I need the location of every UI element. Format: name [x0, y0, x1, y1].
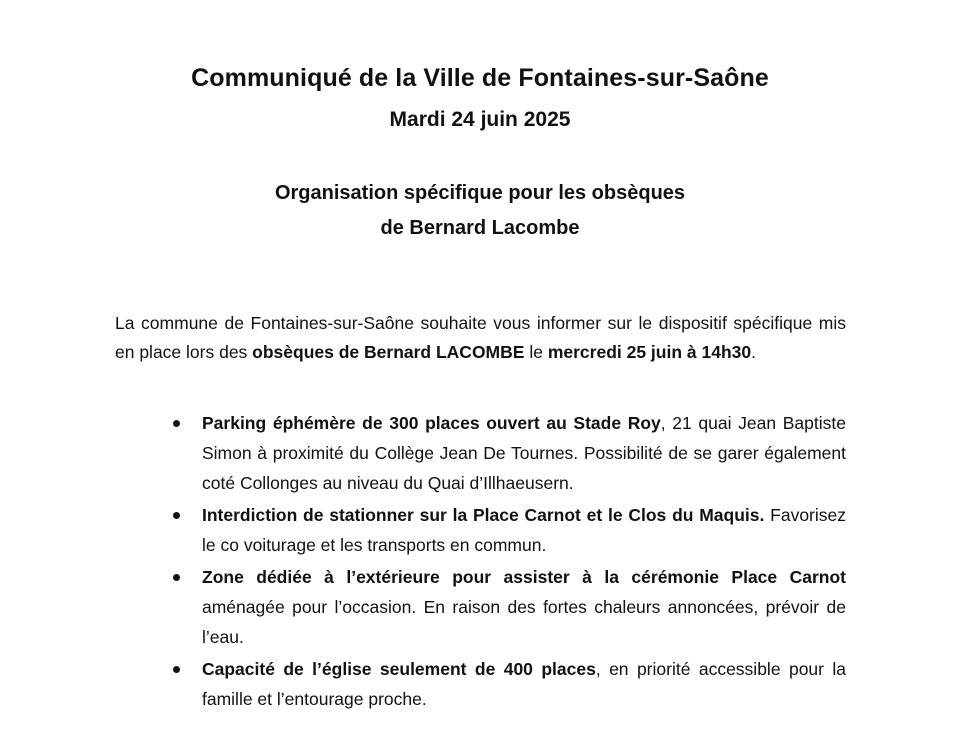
- bullet-icon: [173, 512, 180, 519]
- intro-text-3: .: [751, 342, 756, 362]
- subject-heading-line-2: de Bernard Lacombe: [380, 217, 580, 239]
- list-item-bold: Parking éphémère de 300 places ouvert au Stade Roy: [202, 413, 661, 433]
- intro-bold-funeral: obsèques de Bernard LACOMBE: [252, 342, 525, 362]
- press-release-date: Mardi 24 juin 2025: [389, 108, 571, 131]
- bullet-icon: [173, 420, 180, 427]
- list-item-parking: [173, 408, 846, 498]
- intro-text-2: le: [524, 342, 548, 362]
- intro-bold-date: mercredi 25 juin à 14h30: [547, 342, 752, 362]
- page-title: Communiqué de la Ville de Fontaines-sur-Saône: [191, 64, 769, 92]
- list-item-bold: Interdiction de stationner sur la Place Carnot et le Clos du Maquis.: [202, 505, 765, 525]
- list-item-bold: Zone dédiée à l’extérieure pour assister à la cérémonie Place Carnot: [202, 567, 846, 587]
- subject-heading-line-1: Organisation spécifique pour les obsèques: [274, 182, 686, 204]
- list-item-text: Favorisez le co voiturage et les transports en commun.: [202, 505, 847, 555]
- bullet-icon: [173, 666, 180, 673]
- intro-paragraph: [115, 309, 846, 367]
- list-item-outdoor-zone: [173, 562, 846, 652]
- list-item-no-parking: [173, 500, 846, 560]
- list-item-text: , 21 quai Jean Baptiste Simon à proximité du Collège Jean De Tournes. Possibilité de se garer également coté Collonges au niveau du Quai d’Illhaeusern.: [202, 413, 846, 493]
- list-item-text: aménagée pour l’occasion. En raison des fortes chaleurs annoncées, prévoir de l’eau.: [202, 597, 846, 647]
- list-item-church-capacity: [173, 654, 846, 714]
- arrangements-list: [173, 408, 846, 716]
- list-item-bold: Capacité de l’église seulement de 400 places: [202, 659, 596, 679]
- list-item-text: , en priorité accessible pour la famille et l’entourage proche.: [202, 659, 847, 709]
- bullet-icon: [173, 574, 180, 581]
- intro-text-1: La commune de Fontaines-sur-Saône souhaite vous informer sur le dispositif spécifique mis en place lors des: [115, 313, 846, 362]
